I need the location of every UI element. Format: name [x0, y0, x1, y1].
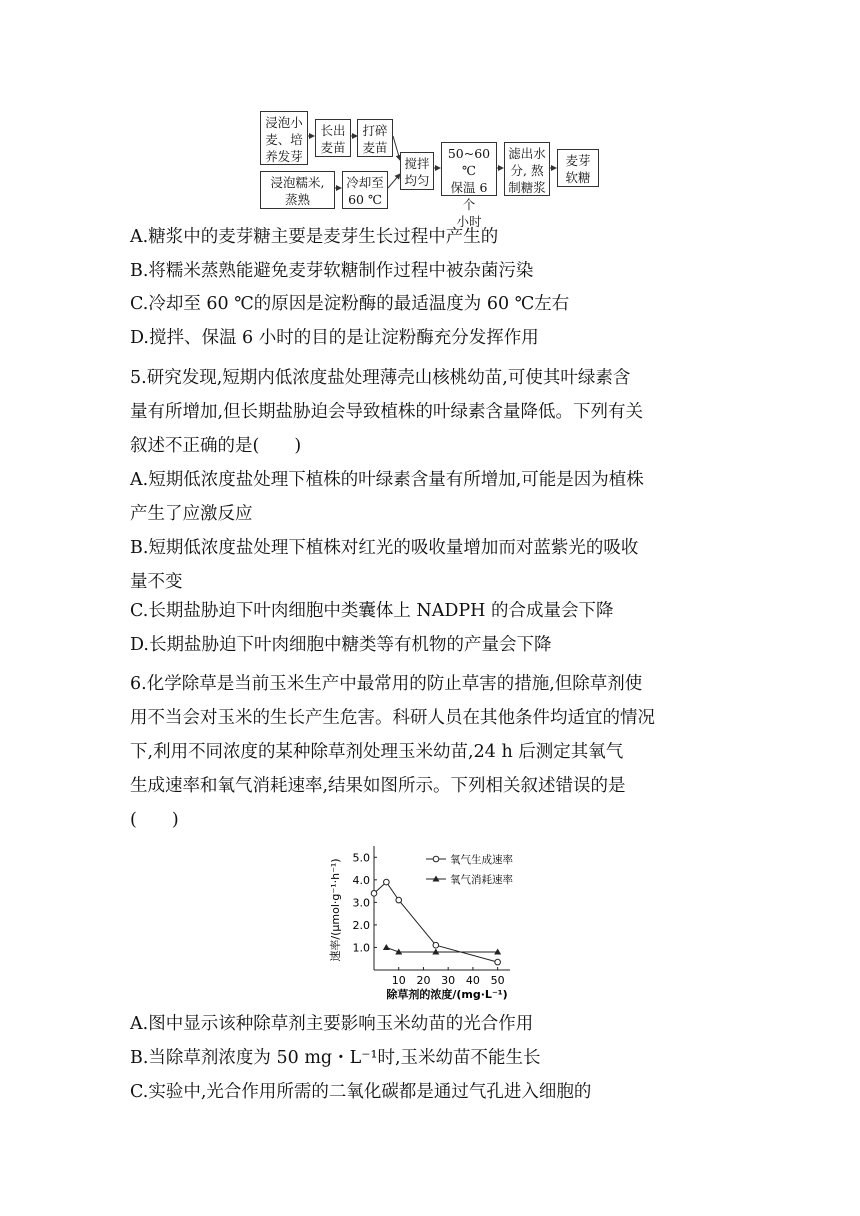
y-tick-label: 2.0	[352, 918, 370, 932]
series-line-oxygen-consumption	[386, 947, 497, 952]
flow-step-crush-seedlings: 打碎 麦苗	[357, 119, 393, 157]
process-flowchart	[257, 108, 617, 229]
x-axis-label: 除草剂的浓度/(mg·L⁻¹)	[386, 988, 508, 1001]
legend-label-oxygen-production: 氧气生成速率	[450, 854, 513, 866]
data-point-oxygen-consumption	[383, 944, 390, 950]
q4-option-c: C.冷却至 60 ℃的原因是淀粉酶的最适温度为 60 ℃左右	[130, 294, 570, 314]
data-point-oxygen-production	[495, 959, 501, 965]
flow-step-grow-seedlings: 长出 麦苗	[315, 119, 351, 157]
oxygen-rate-chart	[325, 842, 545, 1011]
x-tick-label: 40	[465, 974, 480, 987]
data-point-oxygen-production	[384, 879, 390, 885]
y-tick-label: 5.0	[352, 851, 370, 865]
legend	[426, 853, 513, 886]
q6-option-a: A.图中显示该种除草剂主要影响玉米幼苗的光合作用	[130, 1014, 534, 1034]
q6-option-c: C.实验中,光合作用所需的二氧化碳都是通过气孔进入细胞的	[130, 1082, 592, 1102]
q4-option-a: A.糖浆中的麦芽糖主要是麦芽生长过程中产生的	[130, 227, 499, 247]
x-tick-label: 20	[416, 974, 431, 987]
q6-option-b: B.当除草剂浓度为 50 mg・L⁻¹时,玉米幼苗不能生长	[130, 1048, 541, 1068]
q4-option-b: B.将糯米蒸熟能避免麦芽软糖制作过程中被杂菌污染	[130, 261, 534, 281]
flow-step-malt-candy: 麦芽 软糖	[557, 149, 599, 187]
chart-svg	[325, 842, 545, 1007]
legend-label-oxygen-consumption: 氧气消耗速率	[450, 874, 513, 886]
y-tick-label: 1.0	[352, 941, 370, 955]
q5-stem: 5.研究发现,短期内低浓度盐处理薄壳山核桃幼苗,可使其叶绿素含 量有所增加,但长期盐胁迫会导致植株的叶绿素含量降低。下列有关 叙述不正确的是( )	[130, 368, 644, 456]
q6-stem: 6.化学除草是当前玉米生产中最常用的防止草害的措施,但除草剂使 用不当会对玉米的生长产生危害。科研人员在其他条件均适宜的情况 下,利用不同浓度的某种除草剂处理玉米幼苗,24 h 后测定其氧气 生成速率和氧气消耗速率,结果如图所示。下列相关叙述错误的是 ( )	[130, 674, 655, 830]
flow-step-filter-boil: 滤出水 分, 熬 制糖浆	[504, 142, 550, 196]
data-point-oxygen-consumption	[494, 948, 501, 954]
q4-option-d: D.搅拌、保温 6 小时的目的是让淀粉酶充分发挥作用	[130, 328, 539, 348]
data-point-oxygen-production	[396, 897, 402, 903]
data-point-oxygen-consumption	[432, 948, 439, 954]
x-tick-label: 10	[391, 974, 406, 987]
flow-step-incubate: 50~60 ℃ 保温 6 个 小时	[441, 142, 497, 196]
flow-step-soak-rice: 浸泡糯米, 蒸熟	[260, 171, 335, 209]
q5-option-c: C.长期盐胁迫下叶肉细胞中类囊体上 NADPH 的合成量会下降	[130, 601, 614, 621]
flow-step-stir: 搅拌 均匀	[400, 152, 434, 190]
legend-marker-open-circle	[433, 856, 439, 862]
data-point-oxygen-production	[433, 942, 439, 948]
q5-option-a: A.短期低浓度盐处理下植株的叶绿素含量有所增加,可能是因为植株 产生了应激反应	[130, 470, 644, 524]
flow-step-soak-wheat: 浸泡小 麦、培 养发芽	[260, 111, 308, 165]
q5-option-b: B.短期低浓度盐处理下植株对红光的吸收量增加而对蓝紫光的吸收 量不变	[130, 538, 639, 592]
y-tick-label: 4.0	[352, 873, 370, 887]
y-tick-label: 3.0	[352, 896, 370, 910]
q5-option-d: D.长期盐胁迫下叶肉细胞中糖类等有机物的产量会下降	[130, 635, 552, 655]
x-tick-label: 30	[441, 974, 456, 987]
data-point-oxygen-production	[371, 891, 377, 897]
flow-step-cool: 冷却至 60 ℃	[342, 171, 388, 209]
y-axis-label: 速率/(μmol·g⁻¹·h⁻¹)	[329, 858, 342, 962]
x-tick-label: 50	[490, 974, 505, 987]
